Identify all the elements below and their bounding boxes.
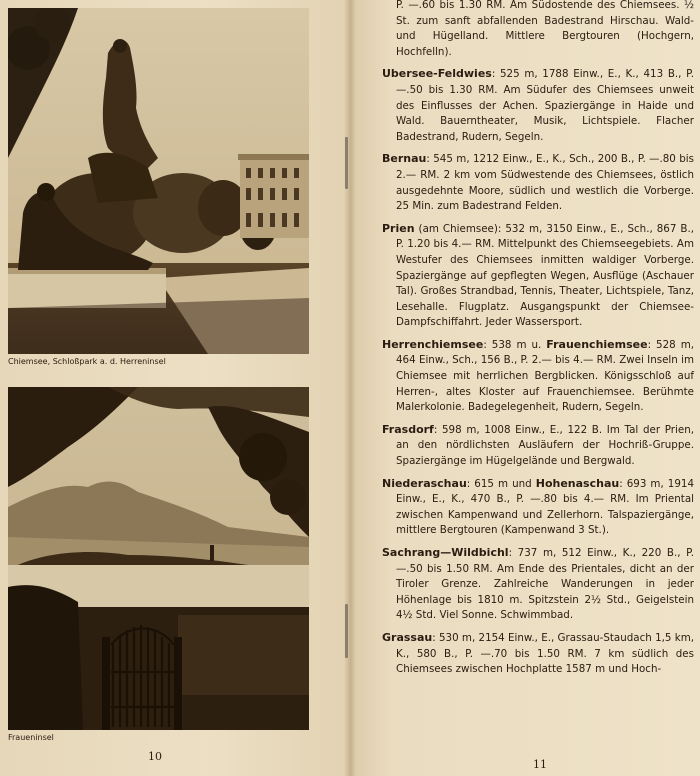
- caption-top-photo: Chiemsee, Schloßpark a. d. Herreninsel: [8, 357, 166, 366]
- entry-niederaschau: [382, 476, 694, 539]
- entry-text: : 528 m, 464 Einw., Sch., 156 B., P. 2.— bis 4.— RM. Zwei Inseln im Chiemsee mit herrlichen Bergblicken. Königsschloß auf Herren-, altes Kloster auf Frauenchiemsee. Berühmte Malerkolonie. Badegelegenheit, Rudern, Segeln.: [396, 338, 694, 414]
- page-number-right: 11: [533, 758, 547, 771]
- entry-name: Grassau: [382, 630, 433, 644]
- entry-name-secondary: Hohenaschau: [535, 476, 620, 490]
- entry-name: Niederaschau: [382, 476, 467, 490]
- entry-bernau: [382, 151, 694, 214]
- entry-name: Prien: [382, 221, 415, 235]
- entry-name: Sachrang—Wildbichl: [382, 546, 509, 559]
- directory-text-column: [382, 0, 694, 684]
- entry-connector: : 538 m u.: [483, 338, 547, 351]
- entry-prien: [382, 221, 694, 331]
- entry-frasdorf: [382, 422, 694, 470]
- entry-name: Ubersee-Feldwies: [382, 67, 492, 81]
- staple-top: [345, 137, 348, 189]
- entry-text: : 525 m, 1788 Einw., E., K., 413 B., P. —.50 bis 1.30 RM. Am Südufer des Chiemsees unweit des Einflusses der Achen. Spaziergänge in Haide und Wald. Bauerntheater, Musik, Lichtspiele. Flacher Badestrand, Rudern, Segeln.: [396, 68, 694, 143]
- entry-name: Bernau: [382, 152, 427, 166]
- entry-name-secondary: Frauenchiemsee: [546, 337, 648, 351]
- entry-sachrang: [382, 545, 694, 624]
- entry-name: Herrenchiemsee: [382, 337, 484, 351]
- entry-ubersee: [382, 66, 694, 145]
- photo-fraueninsel: [8, 387, 309, 730]
- entry-text: : 693 m, 1914 Einw., E., K., 470 B., P. —.80 bis 4.— RM. Im Priental zwischen Kampenwand und Zellerhorn. Talspaziergänge, mittlere Bergtouren (Kampenwand 3 St.).: [396, 477, 694, 537]
- book-gutter: [344, 0, 356, 776]
- entry-connector: : 615 m und: [466, 477, 536, 490]
- page-number-left: 10: [148, 750, 162, 763]
- entry-name: Frasdorf: [382, 422, 434, 436]
- caption-bottom-photo: Fraueninsel: [8, 733, 54, 742]
- intro-paragraph: P. —.60 bis 1.30 RM. Am Südostende des Chiemsees. ½ St. zum sanft abfallenden Badestrand Hirschau. Wald- und Hügelland. Mittlere Bergtouren (Hochgern, Hochfelln).: [396, 0, 694, 58]
- entry-grassau: [382, 630, 694, 678]
- entry-text: : 598 m, 1008 Einw., E., 122 B. Im Tal der Prien, an den nördlichsten Ausläufern der Hochriß-Gruppe. Spaziergänge im Hügelgelände und Bergwald.: [396, 423, 694, 468]
- photo-schlosspark: [8, 8, 309, 354]
- entry-text: : 737 m, 512 Einw., K., 220 B., P. —.50 bis 1.50 RM. Am Ende des Prientales, dicht an der Tiroler Grenze. Zahlreiche Wanderungen in jeder Höhenlage bis 1810 m. Spitzstein 2½ Std., Geigelstein 4½ Std. Viel Sonne. Schwimmbad.: [396, 547, 694, 622]
- entry-herrenchiemsee: [382, 337, 694, 416]
- entry-text: (am Chiemsee): 532 m, 3150 Einw., E., Sch., 867 B., P. 1.20 bis 4.— RM. Mittelpunkt des Chiemseegebiets. Am Westufer des Chiemsees inmitten waldiger Vorberge. Spaziergänge auf gepflegten Wegen, Ausflüge (Aschauer Tal). Großes Strandbad, Tennis, Theater, Lichtspiele, Tanz, Lesehalle. Flugplatz. Ausgangspunkt der Chiemsee-Dampfschiffahrt. Jeder Wassersport.: [396, 222, 694, 329]
- staple-bottom: [345, 604, 348, 658]
- entry-text: : 530 m, 2154 Einw., E., Grassau-Staudach 1,5 km, K., 580 B., P. —.70 bis 1.50 RM. 7 km südlich des Chiemsees zwischen Hochplatte 1587 m und Hoch-: [396, 631, 694, 676]
- entry-text: : 545 m, 1212 Einw., E., K., Sch., 200 B., P. —.80 bis 2.— RM. 2 km vom Südwestende des Chiemsees, östlich ausgedehnte Moore, südlich und westlich die Vorberge. 25 Min. zum Badestrand Felden.: [396, 153, 694, 213]
